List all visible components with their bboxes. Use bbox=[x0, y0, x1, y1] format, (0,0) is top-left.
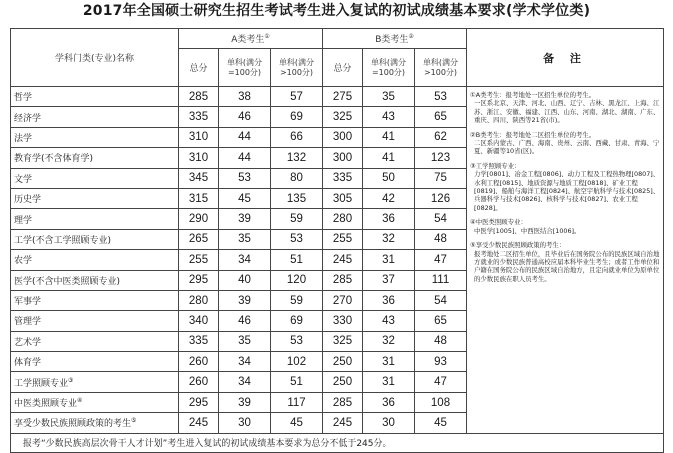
score-b-total: 245 bbox=[323, 250, 363, 270]
score-b-singleover: 93 bbox=[415, 352, 467, 372]
score-a-single100: 45 bbox=[219, 188, 271, 208]
score-b-total: 325 bbox=[323, 331, 363, 351]
score-b-singleover: 54 bbox=[415, 290, 467, 310]
score-b-total: 285 bbox=[323, 392, 363, 412]
score-b-single100: 31 bbox=[363, 372, 415, 392]
score-b-singleover: 123 bbox=[415, 148, 467, 168]
score-a-singleover: 102 bbox=[271, 352, 323, 372]
score-a-singleover: 135 bbox=[271, 188, 323, 208]
score-a-total: 280 bbox=[179, 290, 219, 310]
score-a-singleover: 51 bbox=[271, 250, 323, 270]
score-b-singleover: 108 bbox=[415, 392, 467, 412]
score-b-singleover: 65 bbox=[415, 311, 467, 331]
subject-name: 工学照顾专业③ bbox=[11, 372, 179, 392]
score-a-single100: 44 bbox=[219, 148, 271, 168]
note-2: ②B类考生：报考地处二区招生单位的考生。 二区系内蒙古、广西、海南、贵州、云南、西藏、甘肃、青海、宁夏、新疆等10省(区)。 bbox=[470, 130, 660, 156]
score-b-single100: 41 bbox=[363, 148, 415, 168]
score-a-total: 310 bbox=[179, 127, 219, 147]
a-total-header: 总分 bbox=[179, 49, 219, 87]
score-a-total: 290 bbox=[179, 209, 219, 229]
score-a-single100: 44 bbox=[219, 127, 271, 147]
score-b-singleover: 48 bbox=[415, 229, 467, 249]
notes-header: 备 注 bbox=[467, 29, 664, 87]
subject-name: 法学 bbox=[11, 127, 179, 147]
subject-column-header: 学科门类(专业)名称 bbox=[11, 29, 179, 87]
score-b-singleover: 62 bbox=[415, 127, 467, 147]
subject-name: 哲学 bbox=[11, 87, 179, 107]
score-a-single100: 30 bbox=[219, 413, 271, 433]
group-a-header: A类考生① bbox=[179, 29, 323, 49]
page-title: 2017年全国硕士研究生招生考试考生进入复试的初试成绩基本要求(学术学位类) bbox=[82, 3, 591, 19]
subject-name: 历史学 bbox=[11, 188, 179, 208]
score-b-total: 300 bbox=[323, 127, 363, 147]
subject-name: 理学 bbox=[11, 209, 179, 229]
score-b-total: 250 bbox=[323, 372, 363, 392]
score-b-singleover: 47 bbox=[415, 372, 467, 392]
score-a-total: 315 bbox=[179, 188, 219, 208]
score-a-single100: 34 bbox=[219, 352, 271, 372]
b-total-header: 总分 bbox=[323, 49, 363, 87]
score-a-total: 255 bbox=[179, 250, 219, 270]
score-b-total: 280 bbox=[323, 209, 363, 229]
score-a-total: 345 bbox=[179, 168, 219, 188]
score-b-singleover: 75 bbox=[415, 168, 467, 188]
score-a-total: 335 bbox=[179, 107, 219, 127]
table-row bbox=[11, 87, 664, 107]
score-a-total: 310 bbox=[179, 148, 219, 168]
score-b-singleover: 47 bbox=[415, 250, 467, 270]
score-a-total: 340 bbox=[179, 311, 219, 331]
score-b-single100: 41 bbox=[363, 127, 415, 147]
score-a-single100: 53 bbox=[219, 168, 271, 188]
score-requirements-table bbox=[10, 28, 664, 453]
a-singleover-header: 单科(满分 >100分) bbox=[271, 49, 323, 87]
score-a-singleover: 132 bbox=[271, 148, 323, 168]
note-3: ③工学照顾专业： 力学[0801]、冶金工程[0806]、动力工程及工程热物理[0807]、水利工程[0815]、地质资源与地质工程[0818]、矿业工程[0819]、船舶与海洋工程[0824]、航空宇航科学与技术[0825]、兵器科学与技术[0826]、核科学与技术[0827]、农业工程[0828]。 bbox=[470, 161, 660, 212]
score-b-total: 330 bbox=[323, 311, 363, 331]
score-a-singleover: 120 bbox=[271, 270, 323, 290]
score-a-total: 285 bbox=[179, 87, 219, 107]
score-a-single100: 39 bbox=[219, 392, 271, 412]
subject-name: 文学 bbox=[11, 168, 179, 188]
score-b-total: 300 bbox=[323, 148, 363, 168]
score-b-single100: 50 bbox=[363, 168, 415, 188]
subject-name: 农学 bbox=[11, 250, 179, 270]
score-b-singleover: 53 bbox=[415, 87, 467, 107]
subject-name: 艺术学 bbox=[11, 331, 179, 351]
score-a-single100: 38 bbox=[219, 87, 271, 107]
b-single100-header: 单科(满分 =100分) bbox=[363, 49, 415, 87]
score-a-singleover: 57 bbox=[271, 87, 323, 107]
score-a-total: 295 bbox=[179, 270, 219, 290]
score-a-single100: 40 bbox=[219, 270, 271, 290]
table-footer-note: 报考“少数民族高层次骨干人才计划”考生进入复试的初试成绩基本要求为总分不低于245分。 bbox=[11, 433, 664, 452]
score-b-singleover: 48 bbox=[415, 331, 467, 351]
score-b-singleover: 54 bbox=[415, 209, 467, 229]
score-b-single100: 31 bbox=[363, 250, 415, 270]
note-4: ④中医类照顾专业： 中医学[1005]、中西医结合[1006]。 bbox=[470, 218, 581, 235]
score-b-single100: 35 bbox=[363, 87, 415, 107]
score-a-singleover: 80 bbox=[271, 168, 323, 188]
score-a-single100: 34 bbox=[219, 372, 271, 392]
score-a-single100: 46 bbox=[219, 311, 271, 331]
table-body bbox=[11, 87, 664, 434]
score-b-single100: 36 bbox=[363, 392, 415, 412]
subject-name: 军事学 bbox=[11, 290, 179, 310]
score-a-single100: 34 bbox=[219, 250, 271, 270]
a-single100-header: 单科(满分 =100分) bbox=[219, 49, 271, 87]
score-b-single100: 32 bbox=[363, 229, 415, 249]
score-b-total: 325 bbox=[323, 107, 363, 127]
score-b-total: 335 bbox=[323, 168, 363, 188]
score-b-single100: 36 bbox=[363, 290, 415, 310]
score-a-single100: 35 bbox=[219, 229, 271, 249]
score-a-total: 265 bbox=[179, 229, 219, 249]
subject-name: 工学(不含工学照顾专业) bbox=[11, 229, 179, 249]
score-b-singleover: 45 bbox=[415, 413, 467, 433]
group-b-header: B类考生② bbox=[323, 29, 467, 49]
score-b-single100: 43 bbox=[363, 107, 415, 127]
score-b-total: 245 bbox=[323, 413, 363, 433]
score-a-singleover: 59 bbox=[271, 209, 323, 229]
score-b-singleover: 65 bbox=[415, 107, 467, 127]
subject-name: 中医类照顾专业④ bbox=[11, 392, 179, 412]
score-a-singleover: 53 bbox=[271, 331, 323, 351]
score-b-total: 285 bbox=[323, 270, 363, 290]
subject-name: 医学(不含中医类照顾专业) bbox=[11, 270, 179, 290]
score-b-single100: 43 bbox=[363, 311, 415, 331]
score-b-total: 305 bbox=[323, 188, 363, 208]
score-a-singleover: 66 bbox=[271, 127, 323, 147]
score-a-single100: 46 bbox=[219, 107, 271, 127]
subject-name: 体育学 bbox=[11, 352, 179, 372]
score-a-singleover: 51 bbox=[271, 372, 323, 392]
score-a-single100: 39 bbox=[219, 290, 271, 310]
score-a-total: 260 bbox=[179, 372, 219, 392]
subject-name: 经济学 bbox=[11, 107, 179, 127]
score-b-total: 270 bbox=[323, 290, 363, 310]
score-b-single100: 31 bbox=[363, 352, 415, 372]
score-b-single100: 36 bbox=[363, 209, 415, 229]
score-b-singleover: 126 bbox=[415, 188, 467, 208]
score-b-single100: 37 bbox=[363, 270, 415, 290]
subject-name: 管理学 bbox=[11, 311, 179, 331]
score-a-total: 245 bbox=[179, 413, 219, 433]
subject-name: 教育学(不含体育学) bbox=[11, 148, 179, 168]
score-b-total: 275 bbox=[323, 87, 363, 107]
score-a-singleover: 45 bbox=[271, 413, 323, 433]
b-singleover-header: 单科(满分 >100分) bbox=[415, 49, 467, 87]
score-a-singleover: 53 bbox=[271, 229, 323, 249]
score-a-singleover: 59 bbox=[271, 290, 323, 310]
score-b-single100: 30 bbox=[363, 413, 415, 433]
score-a-singleover: 69 bbox=[271, 311, 323, 331]
score-b-single100: 32 bbox=[363, 331, 415, 351]
score-b-single100: 42 bbox=[363, 188, 415, 208]
score-a-single100: 35 bbox=[219, 331, 271, 351]
score-a-singleover: 117 bbox=[271, 392, 323, 412]
score-b-total: 250 bbox=[323, 352, 363, 372]
score-a-total: 335 bbox=[179, 331, 219, 351]
score-b-singleover: 111 bbox=[415, 270, 467, 290]
score-a-total: 260 bbox=[179, 352, 219, 372]
score-a-single100: 39 bbox=[219, 209, 271, 229]
score-a-singleover: 69 bbox=[271, 107, 323, 127]
notes-cell bbox=[467, 87, 664, 434]
subject-name: 享受少数民族照顾政策的考生⑤ bbox=[11, 413, 179, 433]
note-1: ①A类考生：报考地处一区招生单位的考生。 一区系北京、天津、河北、山西、辽宁、吉林、黑龙江、上海、江苏、浙江、安徽、福建、江西、山东、河南、湖北、湖南、广东、重庆、四川、陕西等21省(市)。 bbox=[470, 91, 660, 125]
score-a-total: 295 bbox=[179, 392, 219, 412]
score-b-total: 255 bbox=[323, 229, 363, 249]
note-5: ⑤享受少数民族照顾政策的考生： 报考地处二区招生单位，且毕业后在国务院公布的民族区域自治地方就业的少数民族普通高校应届本科毕业生考生；或者工作单位和户籍在国务院公布的民族区域自治地方，且定向就业单位为原单位的少数民族在职人员考生。 bbox=[470, 241, 660, 283]
